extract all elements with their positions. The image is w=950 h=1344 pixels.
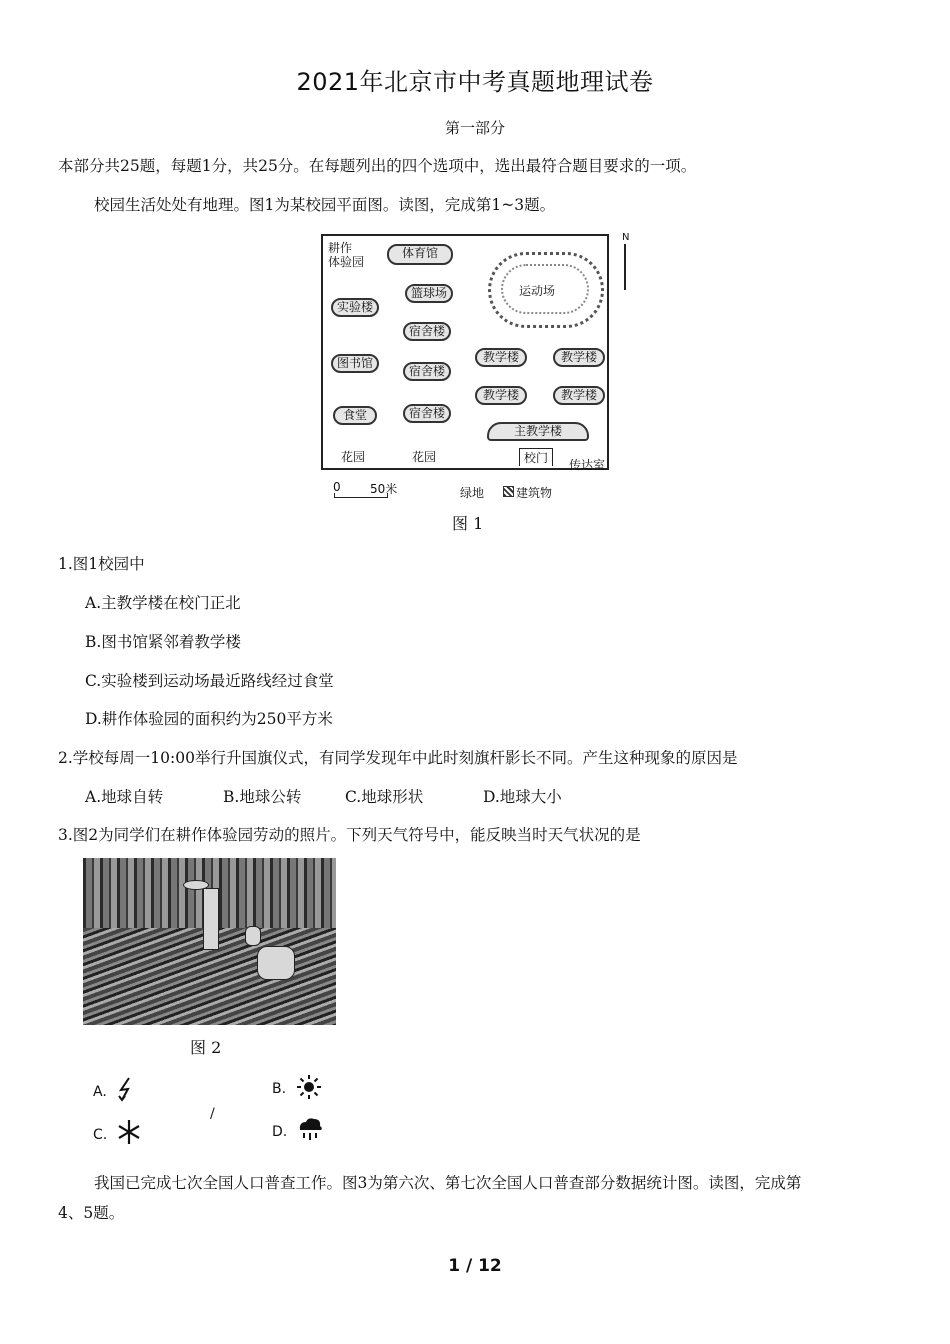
sun-icon xyxy=(296,1074,322,1100)
scale-bar xyxy=(334,493,388,498)
campus-map xyxy=(321,234,609,470)
legend-building-swatch xyxy=(503,486,514,497)
q2-option-b: B.地球公转 xyxy=(223,788,302,806)
lightning-icon xyxy=(116,1076,136,1102)
q2-option-c: C.地球形状 xyxy=(345,788,424,806)
instructions: 本部分共25题，每题1分，共25分。在每题列出的四个选项中，选出最符合题目要求的一项。 xyxy=(58,157,697,175)
snowflake-icon xyxy=(116,1118,142,1146)
map-building-dorm-1: 宿舍楼 xyxy=(403,322,451,341)
page-title: 2021年北京市中考真题地理试卷 xyxy=(296,68,654,96)
map-building-teach-3: 教学楼 xyxy=(475,386,527,405)
map-building-canteen: 食堂 xyxy=(333,406,377,425)
intro-paragraph-2-cont: 4、5题。 xyxy=(58,1204,125,1222)
map-label-garden-1: 花园 xyxy=(341,450,366,464)
map-building-library: 图书馆 xyxy=(331,354,379,373)
north-arrow-icon xyxy=(624,244,626,290)
rain-cloud-icon xyxy=(296,1116,324,1142)
q3-option-a: A. xyxy=(93,1084,107,1100)
map-building-teach-2: 教学楼 xyxy=(553,348,605,367)
map-building-teach-1: 教学楼 xyxy=(475,348,527,367)
figure-2-caption: 图 2 xyxy=(190,1038,222,1057)
photo-person-3 xyxy=(245,926,261,946)
stray-mark: / xyxy=(210,1106,215,1122)
north-label: N xyxy=(622,232,630,243)
q3-option-c: C. xyxy=(93,1127,108,1143)
photo-person-2 xyxy=(257,946,295,980)
map-label-farm: 耕作 体验园 xyxy=(328,241,365,269)
map-label-guard-room: 传达室 xyxy=(569,458,606,472)
figure-1-caption: 图 1 xyxy=(452,514,484,533)
q2-option-d: D.地球大小 xyxy=(483,788,562,806)
q3-option-b: B. xyxy=(272,1081,287,1097)
map-building-dorm-2: 宿舍楼 xyxy=(403,362,451,381)
figure-2-photo xyxy=(83,858,336,1025)
map-building-gym: 体育馆 xyxy=(387,244,453,265)
intro-paragraph-2: 我国已完成七次全国人口普查工作。图3为第六次、第七次全国人口普查部分数据统计图。读图，完成第 xyxy=(94,1174,802,1192)
q1-option-d: D.耕作体验园的面积约为250平方米 xyxy=(85,710,333,728)
map-building-basketball: 篮球场 xyxy=(405,284,453,303)
map-building-teach-4: 教学楼 xyxy=(553,386,605,405)
page-number: 1 / 12 xyxy=(448,1256,502,1276)
scale-zero: 0 xyxy=(333,480,341,494)
q1-option-a: A.主教学楼在校门正北 xyxy=(85,594,241,612)
legend-building: 建筑物 xyxy=(516,486,553,500)
intro-paragraph-1: 校园生活处处有地理。图1为某校园平面图。读图，完成第1~3题。 xyxy=(94,196,556,214)
photo-hat-1 xyxy=(183,880,209,890)
map-building-dorm-3: 宿舍楼 xyxy=(403,404,451,423)
q1-option-c: C.实验楼到运动场最近路线经过食堂 xyxy=(85,672,334,690)
q3-option-d: D. xyxy=(272,1124,288,1140)
map-label-field: 运动场 xyxy=(519,284,556,298)
q1-option-b: B.图书馆紧邻着教学楼 xyxy=(85,633,241,651)
section-heading: 第一部分 xyxy=(444,119,505,137)
map-label-garden-2: 花园 xyxy=(412,450,437,464)
legend-green: 绿地 xyxy=(460,486,485,500)
scale-length: 50米 xyxy=(370,482,398,496)
photo-person-1 xyxy=(203,888,219,950)
map-building-main: 主教学楼 xyxy=(487,422,589,441)
q1-stem: 1.图1校园中 xyxy=(58,555,145,573)
q3-stem: 3.图2为同学们在耕作体验园劳动的照片。下列天气符号中，能反映当时天气状况的是 xyxy=(58,826,641,844)
map-gate: 校门 xyxy=(519,448,553,466)
q2-option-a: A.地球自转 xyxy=(85,788,164,806)
q2-stem: 2.学校每周一10:00举行升国旗仪式，有同学发现年中此时刻旗杆影长不同。产生这种现象的原因是 xyxy=(58,749,738,767)
map-building-lab: 实验楼 xyxy=(331,298,379,317)
